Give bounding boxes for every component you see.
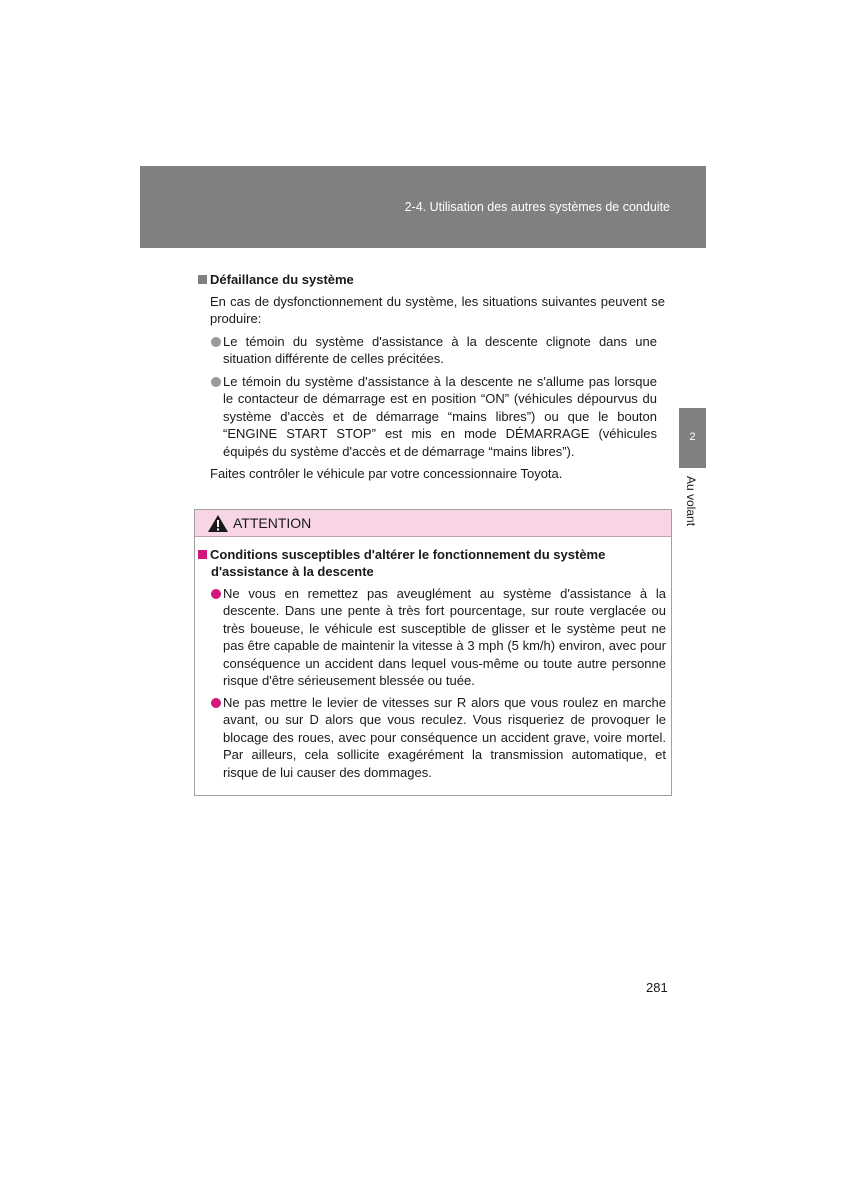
chapter-header-band [140,166,706,248]
section-intro: En cas de dysfonctionnement du système, les situations suivantes peuvent se produire: [210,294,665,327]
warning-triangle-icon [207,514,229,533]
attention-heading-line2: d'assistance à la descente [211,564,374,580]
list-item [211,373,657,460]
attention-header [195,510,671,537]
attention-heading [198,546,665,581]
section-heading-text: Défaillance du système [210,272,354,287]
list-item-text: Le témoin du système d'assistance à la descente clignote dans une situation différente de celles précitées. [223,334,657,367]
attention-heading-line1: Conditions susceptibles d'altérer le fonctionnement du système [210,547,606,562]
circle-bullet-icon [211,698,221,708]
square-bullet-icon [198,275,207,284]
section-heading [198,272,354,287]
list-item [211,333,657,368]
chapter-tab [679,408,706,468]
list-item-text: Ne vous en remettez pas aveuglément au système d'assistance à la descente. Dans une pente à très fort pourcentage, sur route verglacée ou très boueuse, le véhicule est susceptible de glisser et le système peut ne pas être capable de maintenir la vitesse à 3 mph (5 km/h) environ, avec pour conséquence un accident dans lequel vous-même ou toute autre personne risque d'être sérieusement blessée ou tuée. [223,586,666,689]
chapter-tab-label: Au volant [684,476,698,527]
section-closing: Faites contrôler le véhicule par votre concessionnaire Toyota. [210,466,563,481]
list-item-text: Ne pas mettre le levier de vitesses sur R alors que vous roulez en marche avant, ou sur D alors que vous reculez. Vous risqueriez de provoquer le blocage des roues, avec pour conséquence un accident grave, voire mortel. Par ailleurs, cela sollicite exagérément la transmission automatique, et risque de lui causer des dommages. [223,695,666,780]
list-item-text: Le témoin du système d'assistance à la descente ne s'allume pas lorsque le contacteur de démarrage est en position “ON” (véhicules dépourvus du système d'accès et de démarrage “mains libres”) ou que le bouton “ENGINE START STOP” est mis en mode DÉMARRAGE (véhicules équipés du système d'accès et de démarrage “mains libres”). [223,374,657,459]
circle-bullet-icon [211,337,221,347]
circle-bullet-icon [211,377,221,387]
list-item [211,585,666,689]
chapter-tab-number: 2 [689,431,696,443]
square-bullet-icon [198,550,207,559]
section-title: 2-4. Utilisation des autres systèmes de conduite [404,200,670,214]
attention-label: ATTENTION [233,515,312,531]
circle-bullet-icon [211,589,221,599]
page-number: 281 [646,980,668,995]
list-item [211,694,666,781]
